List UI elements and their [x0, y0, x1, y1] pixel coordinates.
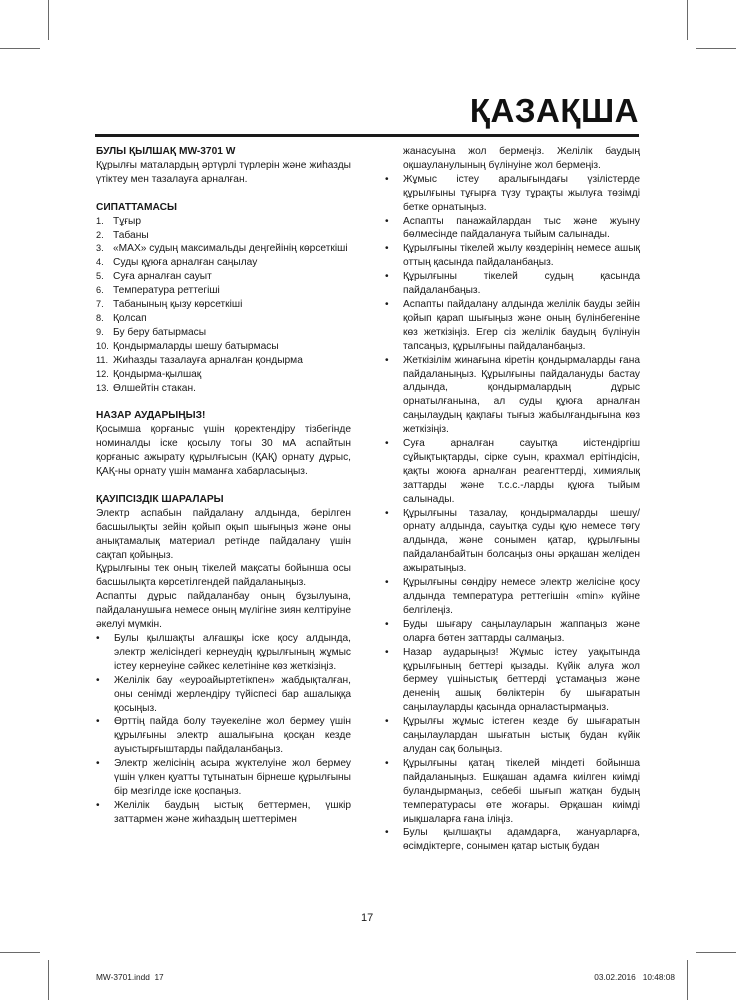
- page-number: 17: [361, 912, 374, 924]
- safety-heading: ҚАУІПСІЗДІК ШАРАЛАРЫ: [96, 493, 224, 505]
- crop-mark: [0, 48, 40, 49]
- safety-paragraph: Аспапты дұрыс пайдаланбау оның бұзылуына, пайдаланушыға немесе оның мүлігіне зиян келтіруіне әкелуі мүмкін.: [96, 591, 351, 631]
- list-item: 8. Қолсап: [96, 312, 147, 324]
- list-item: 5. Суға арналған сауыт: [96, 271, 212, 283]
- list-item-continuation: жанасуына жол бермеңіз. Желілік баудың оқшауланулының бүлінуіне жол бермеңіз.: [403, 146, 640, 171]
- attention-heading: НАЗАР АУДАРЫҢЫЗ!: [96, 410, 206, 422]
- list-item: 12. Қондырма-қылшақ: [96, 368, 202, 380]
- list-item: • Құрылғыны тікелей судың қасында пайдаланбаңыз.: [385, 271, 640, 297]
- right-column: [385, 145, 640, 854]
- safety-bullet-list: [96, 632, 351, 827]
- list-item: • Желілік баудың ыстық беттермен, үшкір заттармен және жиһаздың шеттерімен: [96, 799, 351, 825]
- list-item: • Желілік бау «еуроайыртетікпен» жабдықталған, оны сенімді жерлендіру түйіспесі бар ашалыққа қосыңыз.: [96, 674, 351, 714]
- list-item: • Құрылғыны тікелей жылу көздерінің немесе ашық оттың қасында пайдаланбаңыз.: [385, 243, 640, 269]
- list-item: 11. Жиһазды тазалауға арналған қондырма: [96, 354, 303, 366]
- description-heading: СИПАТТАМАСЫ: [96, 201, 177, 213]
- list-item: 10. Қондырмаларды шешу батырмасы: [96, 340, 279, 352]
- crop-mark: [687, 0, 688, 40]
- safety-bullet-list: [385, 145, 640, 854]
- list-item: • Аспапты пайдалану алдында желілік бауды зейін қойып қарап шығыңыз және оның бүлінбегеніне көз жеткізіңіз. Егер сіз желілік баудың бүлінуін тапсаңыз, құрылғыны пайдаланбаңыз.: [385, 298, 640, 352]
- attention-text: Қосымша қорғаныс үшін қоректендіру тізбегінде номиналды іске қосылу тогы 30 мА аспайтын қорғаныс ажырату құрылғысын (ҚАҚ) орнату дұрыс, ҚАҚ-ны орнату үшін маманға хабарласыңыз.: [96, 424, 351, 478]
- footer-file-info: [96, 972, 164, 982]
- footer-date: 03.02.2016: [594, 972, 636, 982]
- description-list: [96, 215, 351, 396]
- list-item: • Аспапты панажайлардан тыс және жуыну бөлмесінде пайдалануға тыйым салынады.: [385, 215, 640, 241]
- list-item: • Жеткізілім жинағына кіретін қондырмаларды ғана пайдаланыңыз. Құрылғыны пайдалануды бастау алдында, қондырмалардың дұрыс орнатылғанына, ал суды құюға арналған саңылаудың қақпағы тығыз жабылғандығына көз жеткізіңіз.: [385, 354, 640, 436]
- crop-mark: [48, 960, 49, 1000]
- list-item: • Құрылғыны тазалау, қондырмаларды шешу/орнату алдында, сауытқа суды құю немесе төгу алдында, және сонымен қатар, құрылғыны пайдаланбайтын болсаңыз оны әрқашан желіден ажыратыңыз.: [385, 507, 640, 575]
- crop-mark: [687, 960, 688, 1000]
- title-rule: [95, 134, 639, 137]
- list-item: • Жұмыс істеу аралығындағы үзілістерде құрылғыны тұғырға түзу тұрақты жылуға төзімді бетке орнатыңыз.: [385, 173, 640, 213]
- list-item: 3. «MAX» судың максимальды деңгейінің көрсеткіші: [96, 243, 348, 255]
- list-item: 6. Температура реттегіші: [96, 285, 220, 297]
- list-item: 4. Суды құюға арналған саңылау: [96, 257, 258, 269]
- footer-time: 10:48:08: [642, 972, 675, 982]
- left-column: [96, 145, 351, 827]
- list-item: • Суға арналған сауытқа иістендіргіш сұйықтықтарды, сірке суын, крахмал ерітіндісін, қақты жоюға арналған реагенттерді, химиялық заттарды және т.с.с.-ларды құюға тыйым салынады.: [385, 438, 640, 505]
- crop-mark: [48, 0, 49, 40]
- safety-paragraph: Құрылғыны тек оның тікелей мақсаты бойынша осы басшылықта көрсетілгендей пайдаланыңыз.: [96, 563, 351, 589]
- crop-mark: [696, 952, 736, 953]
- crop-mark: [696, 48, 736, 49]
- crop-mark: [0, 952, 40, 953]
- list-item: 2. Табаны: [96, 229, 149, 241]
- list-item: 9. Бу беру батырмасы: [96, 326, 207, 338]
- footer-file-page: 17: [154, 972, 164, 982]
- list-item: • Құрылғы жұмыс істеген кезде бу шығаратын саңылаулардан шығатын ыстық будан күйік алудан сақ болыңыз.: [385, 716, 640, 755]
- list-item: • Өрттің пайда болу тәуекеліне жол бермеу үшін құрылғыны электр ашалығына қосқан кезде ауыстырғыштарды пайдаланбаңыз.: [96, 716, 351, 756]
- list-item: • Құрылғыны сөндіру немесе электр желісіне қосу алдында температура реттегішін «min» күйіне белгілеңіз.: [385, 577, 640, 616]
- list-item: 7. Табанының қызу көрсеткіші: [96, 299, 243, 311]
- intro-text: Құрылғы маталардың әртүрлі түрлерін және жиһазды үтіктеу мен тазалауға арналған.: [96, 159, 351, 185]
- product-title: БУЛЫ ҚЫЛШАҚ MW-3701 W: [96, 146, 236, 157]
- list-item: • Назар аударыңыз! Жұмыс істеу уақытында құрылғының беттері қызады. Күйік алуға жол бермеу үшіныстық беттерді ұстамаңыз және дененің ашық бөліктерін бу шығаратын саңылауларды қасында орналастырмаңыз.: [385, 646, 640, 714]
- list-item: • Булы қылшақты алғашқы іске қосу алдында, электр желісіндегі кернеудің құрылғының жұмыс істеу кернеуіне сәйкес келетініне көз жеткізіңіз.: [96, 633, 351, 672]
- list-item: • Булы қылшақты адамдарға, жануарларға, өсімдіктерге, сонымен қатар ыстық будан: [385, 827, 640, 853]
- footer-file-name: MW-3701.indd: [96, 972, 150, 982]
- list-item: • Электр желісінің асыра жүктелуіне жол бермеу үшін үлкен қуатты тұтынатын бірнеше құрылғыны бір мезгілде іске қоспаңыз.: [96, 758, 351, 797]
- language-title: ҚАЗАҚША: [469, 92, 639, 129]
- list-item: • Құрылғыны қатаң тікелей міндеті бойынша пайдаланыңыз. Ешқашан адамға киілген киімді буландырмаңыз, себебі шығып жатқан будың температурасы өте жоғары. Әрқашан киімді иықшаларға ғана іліңіз.: [385, 757, 640, 825]
- list-item: • Буды шығару саңылауларын жаппаңыз және оларға бөтен заттарды салмаңыз.: [385, 618, 640, 644]
- list-item: 1. Тұғыр: [96, 215, 142, 227]
- footer-timestamp: [594, 972, 675, 982]
- safety-paragraph: Электр аспабын пайдалану алдында, берілген басшылықты зейін қойып оқып шығыңыз және оны анықтамалық материал ретінде пайдалану үшін сақтап қойыңыз.: [96, 507, 351, 561]
- list-item: 13. Өлшейтін стакан.: [96, 382, 196, 394]
